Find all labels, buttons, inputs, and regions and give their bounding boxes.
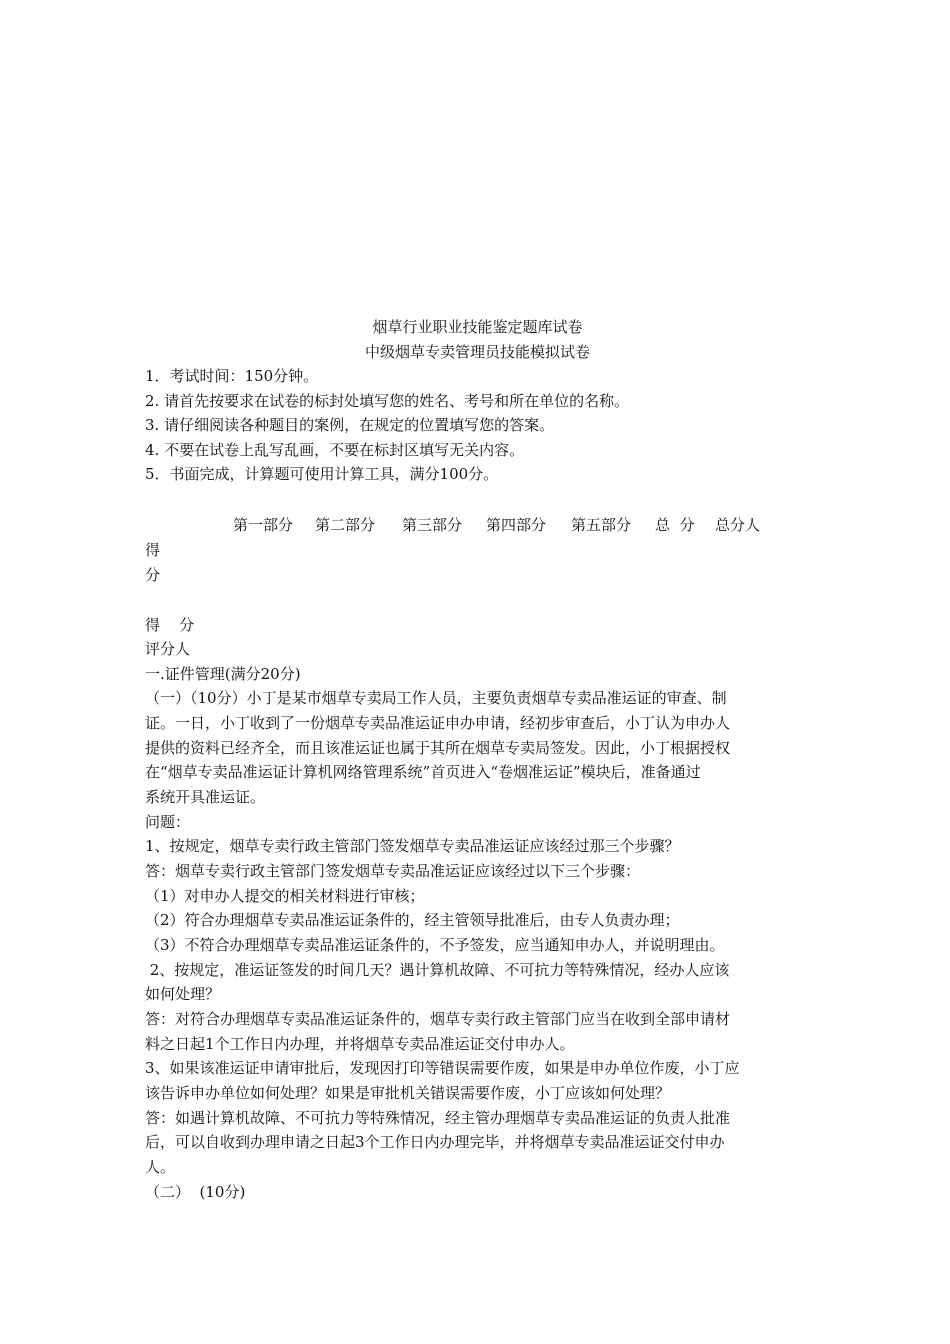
section-title: 一.证件管理(满分20分) bbox=[145, 665, 301, 683]
qa-line: （1）对申办人提交的相关材料进行审核； bbox=[145, 887, 425, 905]
instruction-line: 2. 请首先按要求在试卷的标封处填写您的姓名、考号和所在单位的名称。 bbox=[145, 392, 630, 410]
grader-label: 评分人 bbox=[145, 640, 191, 658]
questions-label: 问题： bbox=[145, 813, 191, 831]
score-row-label: 得 bbox=[145, 541, 161, 559]
score-header-cell: 第四部分 bbox=[486, 516, 547, 534]
qa-line: 答：如遇计算机故障、不可抗力等特殊情况，经主管办理烟草专卖品准运证的负责人批准 bbox=[145, 1109, 731, 1127]
qa-line: 料之日起1个工作日内办理，并将烟草专卖品准运证交付申办人。 bbox=[145, 1035, 575, 1053]
qa-line: 答：烟草专卖行政主管部门签发烟草专卖品准运证应该经过以下三个步骤： bbox=[145, 862, 641, 880]
score-header-cell: 总分人 bbox=[715, 516, 761, 534]
qa-line: 如何处理？ bbox=[145, 985, 221, 1003]
qa-line: 后，可以自收到办理申请之日起3个工作日内办理完毕，并将烟草专卖品准运证交付申办 bbox=[145, 1133, 725, 1151]
qa-line: 人。 bbox=[145, 1158, 176, 1176]
case-two-label: （二） (10分) bbox=[145, 1183, 246, 1201]
case-one-line: 证。一日，小丁收到了一份烟草专卖品准运证申办申请，经初步审查后，小丁认为申办人 bbox=[145, 714, 731, 732]
grader-score-label: 得 分 bbox=[145, 616, 195, 634]
qa-line: （3）不符合办理烟草专卖品准运证条件的，不予签发，应当通知申办人，并说明理由。 bbox=[145, 936, 725, 954]
score-row-label: 分 bbox=[145, 566, 161, 584]
qa-line: （2）符合办理烟草专卖品准运证条件的，经主管领导批准后，由专人负责办理； bbox=[145, 911, 680, 929]
document-title: 烟草行业职业技能鉴定题库试卷 bbox=[372, 318, 583, 336]
case-one-line: （一）（10分）小丁是某市烟草专卖局工作人员，主要负责烟草专卖品准运证的审查、制 bbox=[145, 689, 727, 707]
document-subtitle: 中级烟草专卖管理员技能模拟试卷 bbox=[364, 343, 590, 361]
qa-line: 3、如果该准运证申请审批后，发现因打印等错误需要作废，如果是申办单位作废，小丁应 bbox=[145, 1059, 740, 1077]
qa-line: 答：对符合办理烟草专卖品准运证条件的，烟草专卖行政主管部门应当在收到全部申请材 bbox=[145, 1010, 731, 1028]
instruction-line: 4. 不要在试卷上乱写乱画，不要在标封区填写无关内容。 bbox=[145, 441, 525, 459]
case-one-line: 在“烟草专卖品准运证计算机网络管理系统”首页进入“卷烟准运证”模块后，准备通过 bbox=[145, 763, 701, 781]
score-header-cell: 第一部分 bbox=[233, 516, 294, 534]
qa-line: 2、按规定，准运证签发的时间几天？遇计算机故障、不可抗力等特殊情况，经办人应该 bbox=[145, 961, 730, 979]
case-one-line: 提供的资料已经齐全，而且该准运证也属于其所在烟草专卖局签发。因此，小丁根据授权 bbox=[145, 739, 731, 757]
instruction-line: 1．考试时间：150分钟。 bbox=[145, 367, 319, 385]
score-header-cell: 第二部分 bbox=[315, 516, 376, 534]
instruction-line: 3. 请仔细阅读各种题目的案例，在规定的位置填写您的答案。 bbox=[145, 416, 555, 434]
qa-line: 该告诉申办单位如何处理？如果是审批机关错误需要作废，小丁应该如何处理？ bbox=[145, 1084, 671, 1102]
instruction-line: 5．书面完成，计算题可使用计算工具，满分100分。 bbox=[145, 465, 499, 483]
qa-line: 1、按规定，烟草专卖行政主管部门签发烟草专卖品准运证应该经过那三个步骤？ bbox=[145, 837, 680, 855]
score-header-cell: 第三部分 bbox=[402, 516, 463, 534]
case-one-line: 系统开具准运证。 bbox=[145, 788, 266, 806]
score-header-cell: 总 分 bbox=[655, 516, 695, 534]
score-header-cell: 第五部分 bbox=[571, 516, 632, 534]
